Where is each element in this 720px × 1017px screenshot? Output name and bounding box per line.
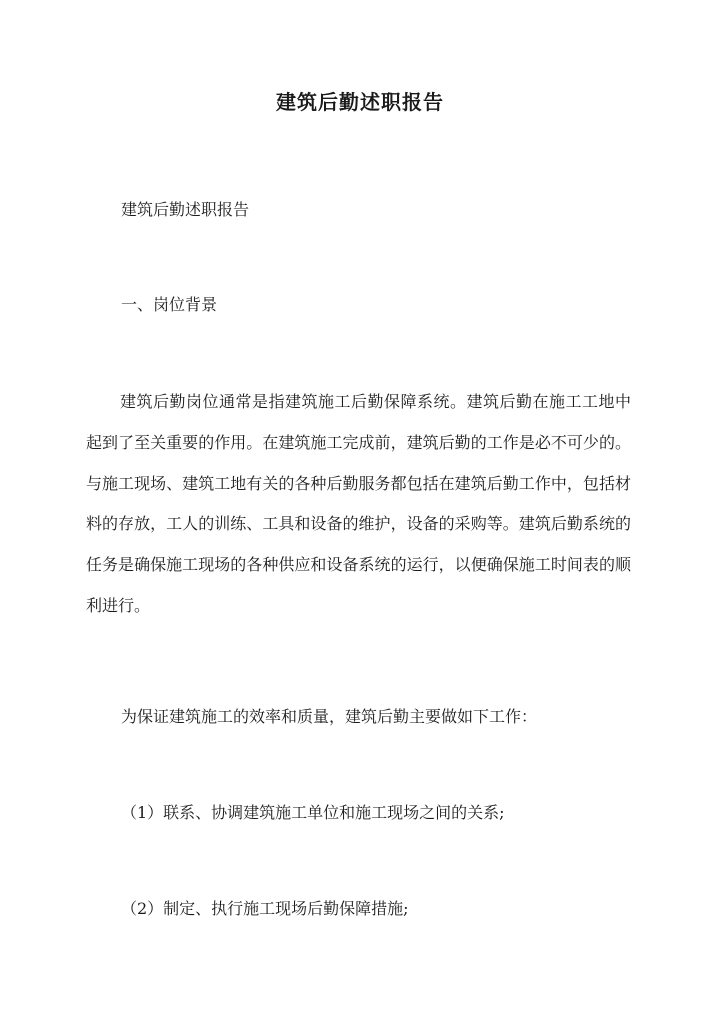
section-heading: 一、岗位背景 (121, 295, 218, 314)
document-title: 建筑后勤述职报告 (276, 90, 444, 114)
document-subtitle: 建筑后勤述职报告 (121, 200, 250, 219)
intro-line: 为保证建筑施工的效率和质量，建筑后勤主要做如下工作： (121, 707, 538, 726)
body-paragraph: 建筑后勤岗位通常是指建筑施工后勤保障系统。建筑后勤在施工工地中起到了至关重要的作用。在建筑施工完成前，建筑后勤的工作是必不可少的。与施工现场、建筑工地有关的各种后勤服务都包括在建筑后勤工作中，包括材料的存放，工人的训练、工具和设备的维护，设备的采购等。建筑后勤系统的任务是确保施工现场的各种供应和设备系统的运行，以便确保施工时间表的顺利进行。 (86, 392, 631, 615)
list-item: （2）制定、执行施工现场后勤保障措施; (121, 899, 409, 918)
list-item: （1）联系、协调建筑施工单位和施工现场之间的关系; (121, 803, 505, 822)
